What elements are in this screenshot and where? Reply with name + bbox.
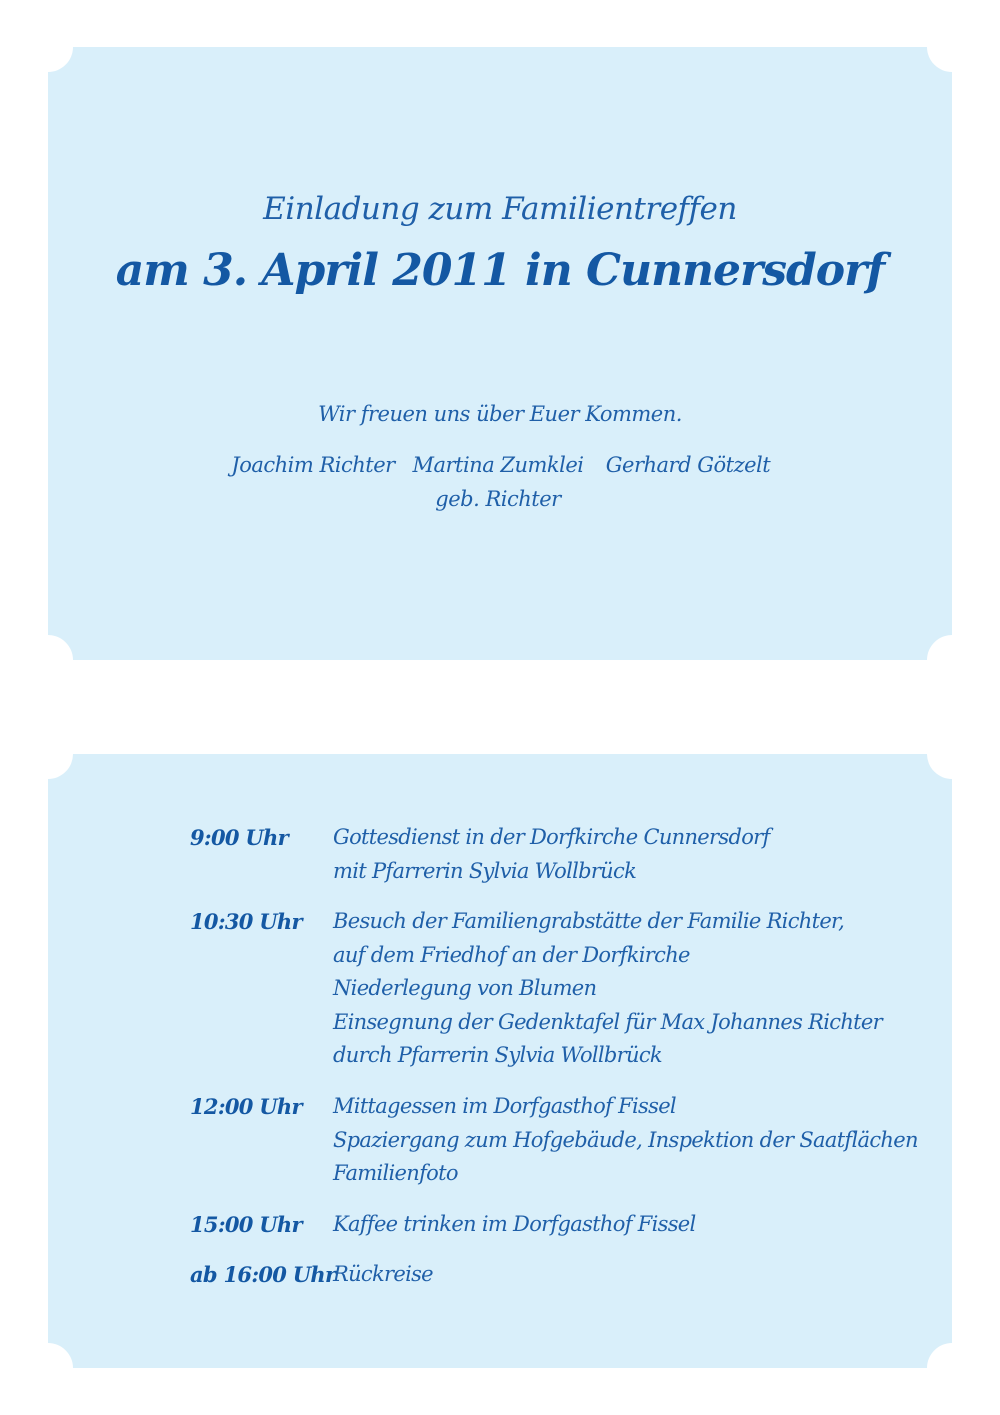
- welcome-text: Wir freuen uns über Euer Kommen.: [318, 402, 682, 426]
- schedule-line: Kaffee trinken im Dorfgasthof Fissel: [333, 1212, 696, 1236]
- schedule-line: Einsegnung der Gedenktafel für Max Johannes Richter: [333, 1009, 882, 1034]
- corner-notch: [927, 22, 977, 72]
- schedule-line: Rückreise: [333, 1262, 433, 1286]
- schedule-time: 15:00 Uhr: [190, 1212, 302, 1237]
- host-name: Martina Zumklei: [412, 453, 584, 477]
- host-name: Gerhard Götzelt: [605, 453, 771, 477]
- schedule-description: [333, 1208, 696, 1242]
- schedule-description: [333, 1258, 433, 1292]
- schedule-time: 9:00 Uhr: [190, 825, 288, 850]
- host-note: geb. Richter: [435, 487, 561, 511]
- corner-notch: [927, 1343, 977, 1393]
- schedule-description: [333, 905, 882, 1073]
- schedule-time: ab 16:00 Uhr: [190, 1262, 336, 1287]
- schedule-line: Familienfoto: [333, 1161, 458, 1185]
- host-martina-zumklei: [403, 448, 593, 516]
- invitation-card: [48, 47, 952, 660]
- schedule-line: auf dem Friedhof an der Dorfkirche: [333, 942, 690, 967]
- corner-notch: [23, 22, 73, 72]
- host-joachim-richter: [218, 448, 408, 482]
- schedule-line: Spaziergang zum Hofgebäude, Inspektion der Saatflächen: [333, 1127, 918, 1152]
- corner-notch: [927, 729, 977, 779]
- host-name: Joachim Richter: [231, 453, 395, 477]
- host-gerhard-goetzelt: [593, 448, 783, 482]
- schedule-line: Niederlegung von Blumen: [333, 976, 597, 1000]
- corner-notch: [23, 635, 73, 685]
- corner-notch: [23, 729, 73, 779]
- schedule-line: Besuch der Familiengrabstätte der Familie Richter,: [333, 909, 845, 933]
- schedule-time: 10:30 Uhr: [190, 909, 302, 934]
- schedule-card: [48, 754, 952, 1368]
- corner-notch: [23, 1343, 73, 1393]
- invitation-subtitle: Einladung zum Familientreffen: [263, 191, 737, 227]
- corner-notch: [927, 635, 977, 685]
- schedule-line: Gottesdienst in der Dorfkirche Cunnersdorf: [333, 825, 770, 849]
- schedule-time: 12:00 Uhr: [190, 1094, 302, 1119]
- schedule-line: Mittagessen im Dorfgasthof Fissel: [333, 1094, 676, 1118]
- invitation-title: am 3. April 2011 in Cunnersdorf: [115, 245, 885, 296]
- schedule-description: [333, 1090, 918, 1191]
- schedule-description: [333, 821, 770, 888]
- schedule-line: durch Pfarrerin Sylvia Wollbrück: [333, 1043, 662, 1067]
- schedule-line: mit Pfarrerin Sylvia Wollbrück: [333, 858, 637, 883]
